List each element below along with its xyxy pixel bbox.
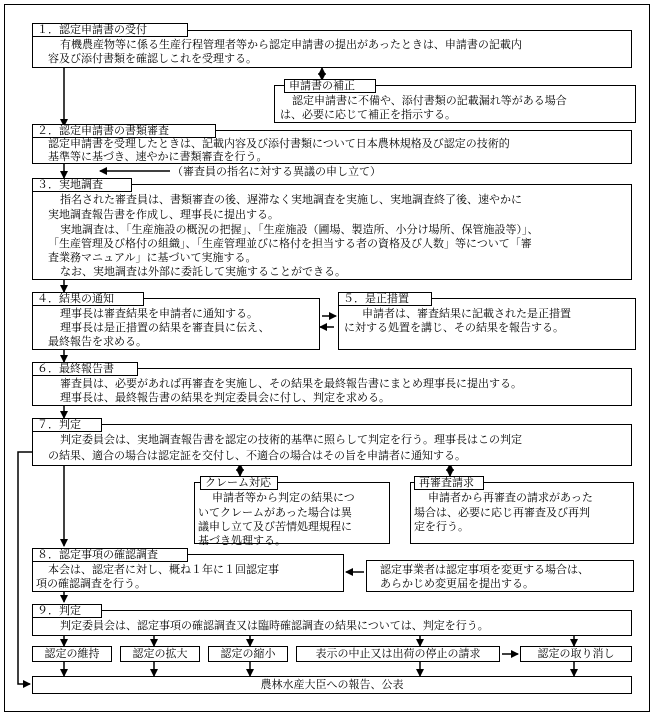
reexam-line-1: 申請者から再審査の請求があった <box>428 491 593 504</box>
section-5-line-2: に対する処置を講じ、その結果を報告する。 <box>344 321 564 334</box>
section-6-line-1: 審査員は、必要があれば再審査を実施し、その結果を最終報告書にまとめ理事長に提出する。 <box>60 377 522 390</box>
section-5-heading: ５．是正措置 <box>338 292 432 306</box>
section-8-heading: ８．認定事項の確認調査 <box>32 548 188 562</box>
result-revoke: 認定の取り消し <box>520 646 632 662</box>
section-3-heading: ３．実地調査 <box>32 178 132 192</box>
section-2-heading: ２．認定申請書の書類審査 <box>32 124 216 138</box>
section-2-line-2: 基準等に基づき、速やかに書類審査を行う。 <box>48 150 268 163</box>
claim-line-2: いてクレームがあった場合は異 <box>198 506 352 519</box>
section-8-line-1: 本会は、認定者に対し、概ね１年に１回認定事 <box>48 563 279 576</box>
section-9-line-1: 判定委員会は、認定事項の確認調査又は臨時確認調査の結果については、判定を行う。 <box>60 619 489 632</box>
section-1-heading: １．認定申請書の受付 <box>32 23 188 37</box>
section-3-line-6: なお、実地調査は外部に委託して実施することができる。 <box>60 265 346 278</box>
objection-note: （審査員の指名に対する異議の申し立て） <box>172 165 381 178</box>
section-3-line-3: 実地調査は、「生産施設の概況の把握」、「生産施設（圃場、製造所、小分け場所、保管施設等）」、 <box>60 223 539 236</box>
section-2-line-1: 認定申請書を受理したときは、記載内容及び添付書類について日本農林規格及び認定の技術的 <box>48 137 510 150</box>
section-5-line-1: 申請者は、審査結果に記載された是正措置 <box>362 307 571 320</box>
section-4-line-2: 理事長は是正措置の結果を審査員に伝え、 <box>60 321 270 334</box>
section-4-line-3: 最終報告を求める。 <box>48 335 147 348</box>
claim-heading: クレーム対応 <box>200 476 278 490</box>
result-maintain: 認定の維持 <box>32 646 112 662</box>
reexam-line-2: 場合は、必要に応じ再審査及び再判 <box>414 506 590 519</box>
hosei-line-1: 認定申請書に不備や、添付書類の記載漏れ等がある場合 <box>292 94 567 107</box>
claim-line-4: 基づき処理する。 <box>198 534 286 547</box>
final-report-box: 農林水産大臣への報告、公表 <box>32 676 632 694</box>
section-7-line-2: の結果、適合の場合は認定証を交付し、不適合の場合はその旨を申請者に通知する。 <box>48 449 466 462</box>
section-1-line-1: 有機農産物等に係る生産行程管理者等から認定申請書の提出があったときは、申請書の記載内 <box>60 38 522 51</box>
claim-line-1: 申請者等から判定の結果につ <box>212 491 355 504</box>
result-suspend: 表示の中止又は出荷の停止の請求 <box>296 646 500 662</box>
section-3-line-5: 査業務マニュアル」に基づいて実施する。 <box>48 251 257 264</box>
section-3-line-2: 実地調査報告書を作成し、理事長に提出する。 <box>48 208 279 221</box>
section-7-heading: ７．判定 <box>32 418 102 432</box>
result-expand: 認定の拡大 <box>120 646 200 662</box>
section-6-heading: ６．最終報告書 <box>32 362 138 376</box>
claim-line-3: 議申し立て及び苦情処理規程に <box>198 520 352 533</box>
section-6-line-2: 理事長は、最終報告書の結果を判定委員会に付し、判定を求める。 <box>60 391 390 404</box>
section-1-line-2: 容及び添付書類を確認しこれを受理する。 <box>48 52 257 65</box>
hosei-line-2: は、必要に応じて補正を指示する。 <box>280 108 456 121</box>
result-reduce: 認定の縮小 <box>208 646 288 662</box>
change-line-1: 認定事業者は認定事項を変更する場合は、 <box>380 563 589 576</box>
section-3-line-4: 「生産管理及び格付の組織」、「生産管理並びに格付を担当する者の資格及び人数」等について「審 <box>48 237 532 250</box>
hosei-heading: 申請書の補正 <box>284 79 376 93</box>
reexam-line-3: 定を行う。 <box>414 520 469 533</box>
change-line-2: あらかじめ変更届を提出する。 <box>380 577 534 590</box>
section-4-heading: ４．結果の通知 <box>32 292 144 306</box>
section-8-line-2: 項の確認調査を行う。 <box>36 577 146 590</box>
section-7-line-1: 判定委員会は、実地調査報告書を認定の技術的基準に照らして判定を行う。理事長はこの判定 <box>60 433 522 446</box>
reexam-heading: 再審査請求 <box>414 476 484 490</box>
section-3-line-1: 指名された審査員は、書類審査の後、遅滞なく実地調査を実施し、実地調査終了後、速やかに <box>60 193 522 206</box>
section-4-line-1: 理事長は審査結果を申請者に通知する。 <box>60 307 258 320</box>
section-9-heading: ９．判定 <box>32 604 102 618</box>
